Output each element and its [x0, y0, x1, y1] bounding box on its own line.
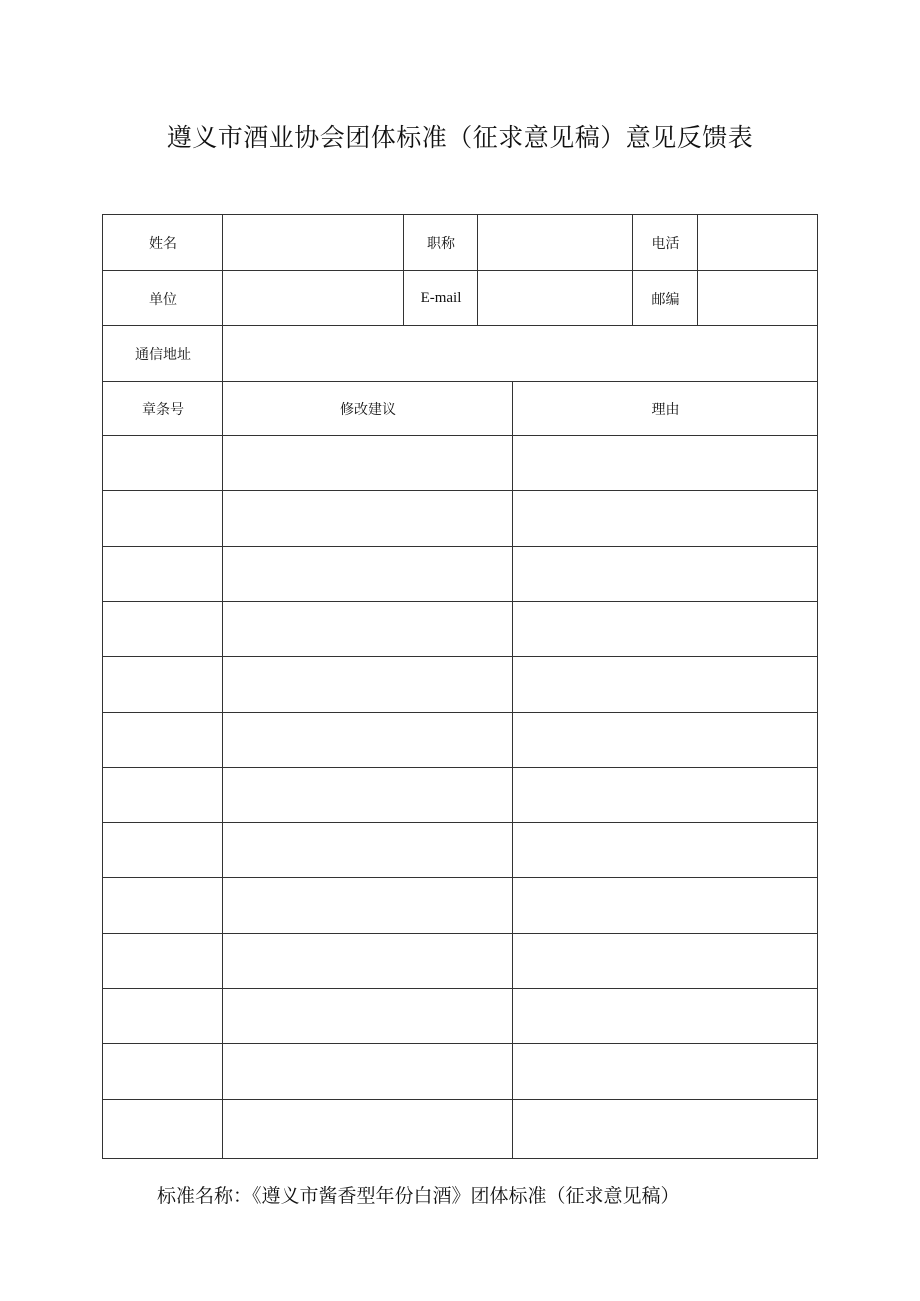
clause-cell[interactable]: [103, 713, 223, 768]
clause-cell[interactable]: [103, 878, 223, 933]
postcode-label: 邮编: [651, 291, 680, 308]
reason-cell[interactable]: [513, 436, 818, 491]
reason-column-header: 理由: [651, 402, 680, 418]
clause-cell[interactable]: [103, 491, 223, 546]
clause-cell[interactable]: [103, 823, 223, 878]
reason-cell[interactable]: [513, 878, 818, 933]
email-label: E-mail: [420, 290, 462, 306]
clause-cell[interactable]: [103, 1100, 223, 1155]
reason-cell[interactable]: [513, 602, 818, 657]
unit-label: 单位: [149, 291, 177, 308]
suggestion-cell[interactable]: [223, 602, 513, 657]
clause-cell[interactable]: [103, 768, 223, 823]
reason-cell[interactable]: [513, 934, 818, 989]
clause-cell[interactable]: [103, 1044, 223, 1099]
suggestion-cell[interactable]: [223, 878, 513, 933]
suggestion-cell[interactable]: [223, 989, 513, 1044]
unit-field[interactable]: [223, 271, 404, 326]
reason-cell[interactable]: [513, 768, 818, 823]
reason-cell[interactable]: [513, 491, 818, 546]
suggestion-cell[interactable]: [223, 547, 513, 602]
reason-cell[interactable]: [513, 547, 818, 602]
email-field[interactable]: [478, 271, 633, 326]
suggestion-cell[interactable]: [223, 768, 513, 823]
clause-cell[interactable]: [103, 602, 223, 657]
clause-cell[interactable]: [103, 989, 223, 1044]
page-title: 遵义市酒业协会团体标准（征求意见稿）意见反馈表: [166, 123, 754, 152]
name-label: 姓名: [149, 236, 177, 252]
standard-name: 标准名称：《遵义市酱香型年份白酒》团体标准（征求意见稿）: [157, 1185, 680, 1207]
suggestion-cell[interactable]: [223, 657, 513, 712]
suggestion-cell[interactable]: [223, 713, 513, 768]
suggestion-cell[interactable]: [223, 1100, 513, 1155]
reason-cell[interactable]: [513, 989, 818, 1044]
feedback-form-table: [102, 214, 818, 1159]
suggestion-cell[interactable]: [223, 491, 513, 546]
clause-cell[interactable]: [103, 657, 223, 712]
suggestion-column-header: 修改建议: [340, 402, 396, 418]
reason-cell[interactable]: [513, 1100, 818, 1155]
address-field[interactable]: [223, 326, 818, 382]
reason-cell[interactable]: [513, 657, 818, 712]
reason-cell[interactable]: [513, 823, 818, 878]
phone-field[interactable]: [698, 215, 818, 271]
suggestion-cell[interactable]: [223, 436, 513, 491]
clause-cell[interactable]: [103, 547, 223, 602]
reason-cell[interactable]: [513, 713, 818, 768]
name-field[interactable]: [223, 215, 404, 271]
suggestion-cell[interactable]: [223, 823, 513, 878]
clause-cell[interactable]: [103, 436, 223, 491]
reason-cell[interactable]: [513, 1044, 818, 1099]
phone-label: 电活: [651, 236, 680, 252]
title-label: 职称: [427, 236, 455, 252]
title-field[interactable]: [478, 215, 633, 271]
address-label: 通信地址: [135, 347, 191, 363]
clause-column-header: 章条号: [142, 402, 184, 418]
postcode-field[interactable]: [698, 271, 818, 326]
clause-cell[interactable]: [103, 934, 223, 989]
suggestion-cell[interactable]: [223, 1044, 513, 1099]
suggestion-cell[interactable]: [223, 934, 513, 989]
